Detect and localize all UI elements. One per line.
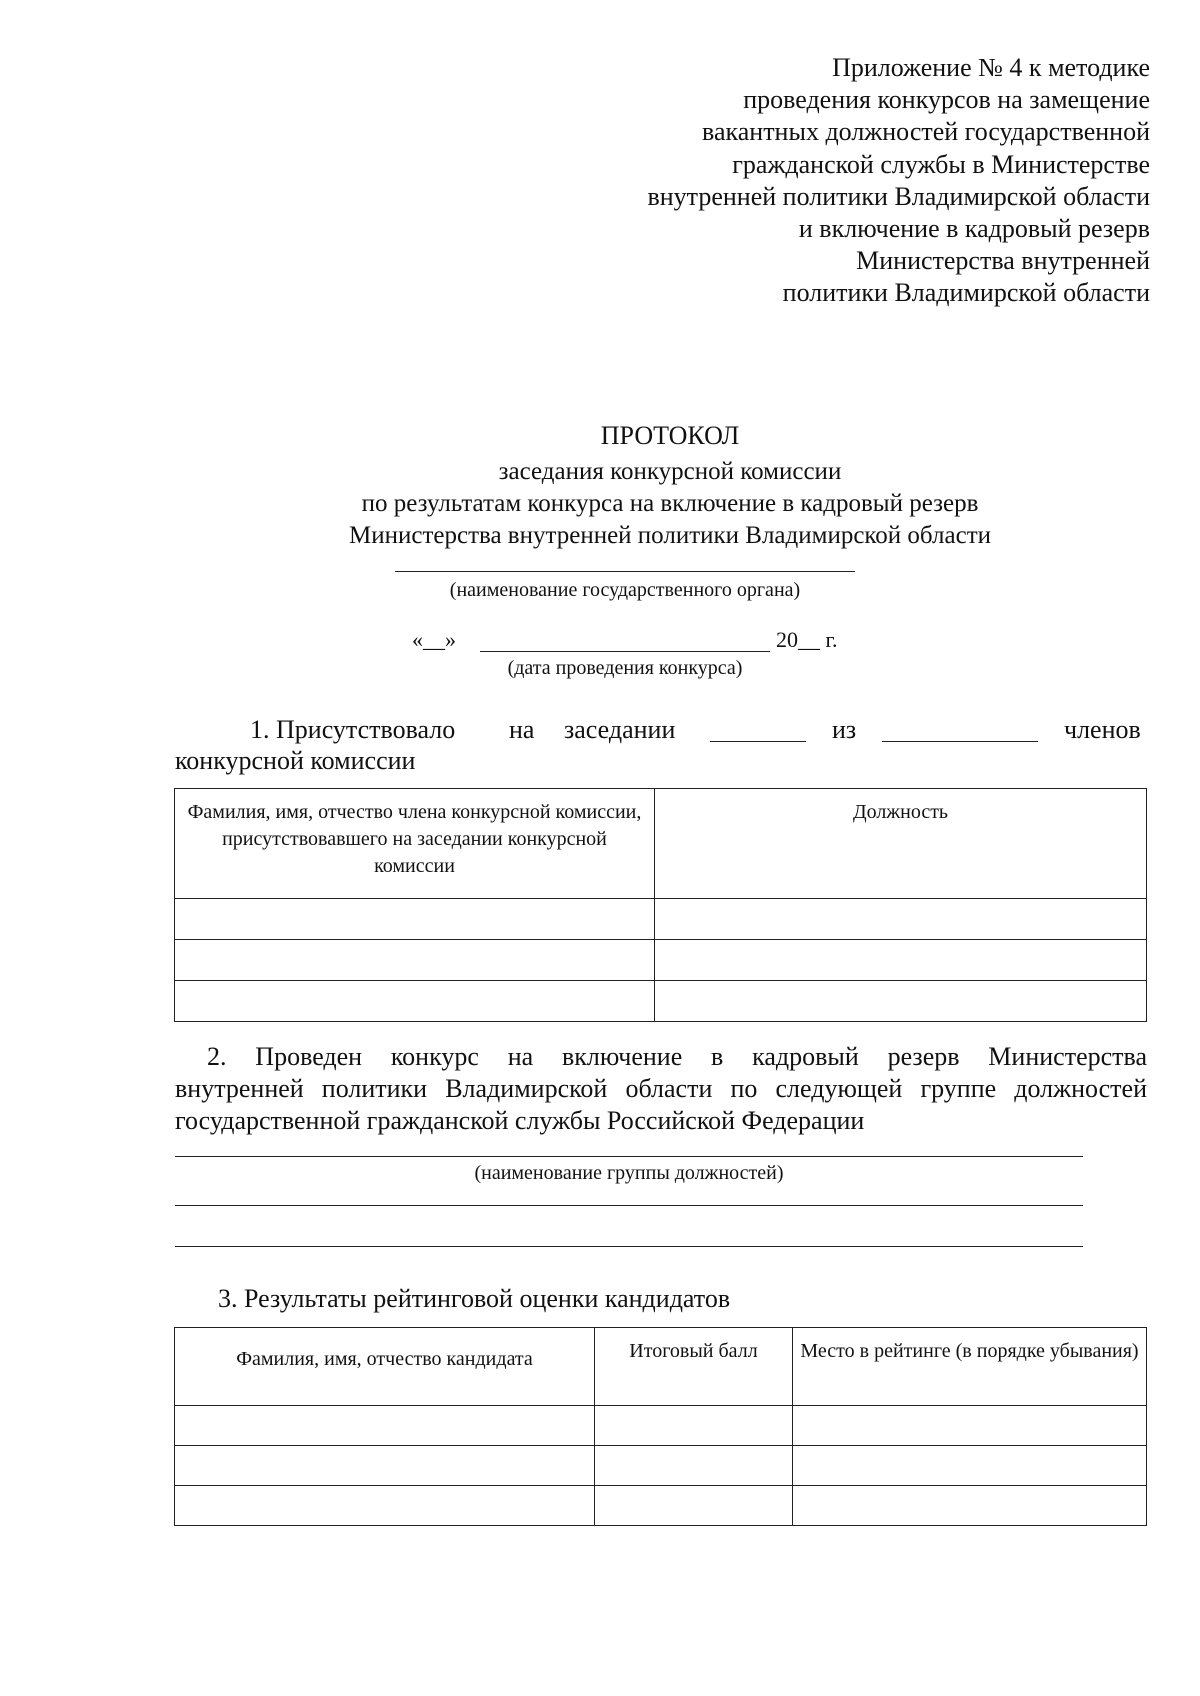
header-commission-member: Фамилия, имя, отчество члена конкурсной комиссии, присутствовавшего на заседании конкурсной комиссии (175, 789, 655, 899)
appendix-line: внутренней политики Владимирской области (647, 181, 1150, 211)
position-group-caption: (наименование группы должностей) (474, 1162, 784, 1184)
table-row (175, 1446, 1147, 1486)
table-cell[interactable] (595, 1486, 793, 1526)
table-cell[interactable] (793, 1446, 1147, 1486)
table-cell[interactable] (175, 1406, 595, 1446)
s1-word: членов (1064, 715, 1141, 744)
table-cell[interactable] (595, 1446, 793, 1486)
s2-line-1: 2. Проведен конкурс на включение в кадровый резерв Министерства (207, 1042, 1147, 1071)
header-position: Должность (655, 789, 1147, 899)
title-line-2: по результатам конкурса на включение в кадровый резерв (361, 490, 979, 517)
table-row (175, 899, 1147, 940)
table-header-row (175, 789, 1147, 899)
table-cell[interactable] (175, 1486, 595, 1526)
date-caption: (дата проведения конкурса) (507, 657, 743, 679)
title-line-3: Министерства внутренней политики Владимирской области (348, 522, 992, 549)
table-cell[interactable] (175, 899, 655, 940)
s1-word: 1. Присутствовало (250, 715, 456, 744)
table-cell[interactable] (655, 899, 1147, 940)
date-month-line (480, 651, 770, 652)
table-cell[interactable] (175, 1446, 595, 1486)
s3-heading: 3. Результаты рейтинговой оценки кандидатов (218, 1284, 731, 1313)
rating-table (174, 1327, 1147, 1526)
s1-line-2: конкурсной комиссии (175, 746, 416, 775)
date-day: «__» (412, 627, 456, 652)
s2-line-2: внутренней политики Владимирской области по следующей группе должностей (175, 1074, 1147, 1103)
commission-table (174, 788, 1147, 1022)
table-cell[interactable] (793, 1406, 1147, 1446)
s1-word: на (509, 715, 535, 744)
table-row (175, 1406, 1147, 1446)
org-name-caption: (наименование государственного органа) (449, 579, 801, 601)
table-cell[interactable] (595, 1406, 793, 1446)
s1-word: заседании (564, 715, 676, 744)
table-header-row (175, 1328, 1147, 1406)
blank-line (175, 1246, 1083, 1247)
table-cell[interactable] (175, 940, 655, 981)
appendix-line: и включение в кадровый резерв (798, 214, 1150, 244)
appendix-note (530, 52, 1150, 310)
table-row (175, 940, 1147, 981)
table-cell[interactable] (655, 981, 1147, 1022)
org-name-line (395, 571, 855, 572)
total-count-line (882, 741, 1038, 742)
date-year: 20__ г. (776, 627, 838, 652)
appendix-line: политики Владимирской области (782, 278, 1150, 308)
blank-line (175, 1205, 1083, 1206)
s1-word: из (832, 715, 857, 744)
document-title: ПРОТОКОЛ (600, 421, 740, 450)
appendix-line: Приложение № 4 к методике (832, 53, 1150, 82)
table-row (175, 1486, 1147, 1526)
title-line-1: заседания конкурсной комиссии (498, 458, 842, 485)
present-count-line (710, 741, 806, 742)
table-row (175, 981, 1147, 1022)
table-cell[interactable] (793, 1486, 1147, 1526)
appendix-line: гражданской службы в Министерстве (732, 149, 1150, 179)
appendix-line: Министерства внутренней (856, 246, 1150, 276)
header-candidate-name: Фамилия, имя, отчество кандидата (175, 1328, 595, 1406)
appendix-line: проведения конкурсов на замещение (743, 85, 1150, 115)
appendix-line: вакантных должностей государственной (702, 117, 1150, 147)
position-group-line (175, 1156, 1083, 1157)
s2-line-3: государственной гражданской службы Российской Федерации (175, 1106, 865, 1135)
header-rating-place: Место в рейтинге (в порядке убывания) (793, 1328, 1147, 1406)
table-cell[interactable] (175, 981, 655, 1022)
table-cell[interactable] (655, 940, 1147, 981)
header-total-score: Итоговый балл (595, 1328, 793, 1406)
